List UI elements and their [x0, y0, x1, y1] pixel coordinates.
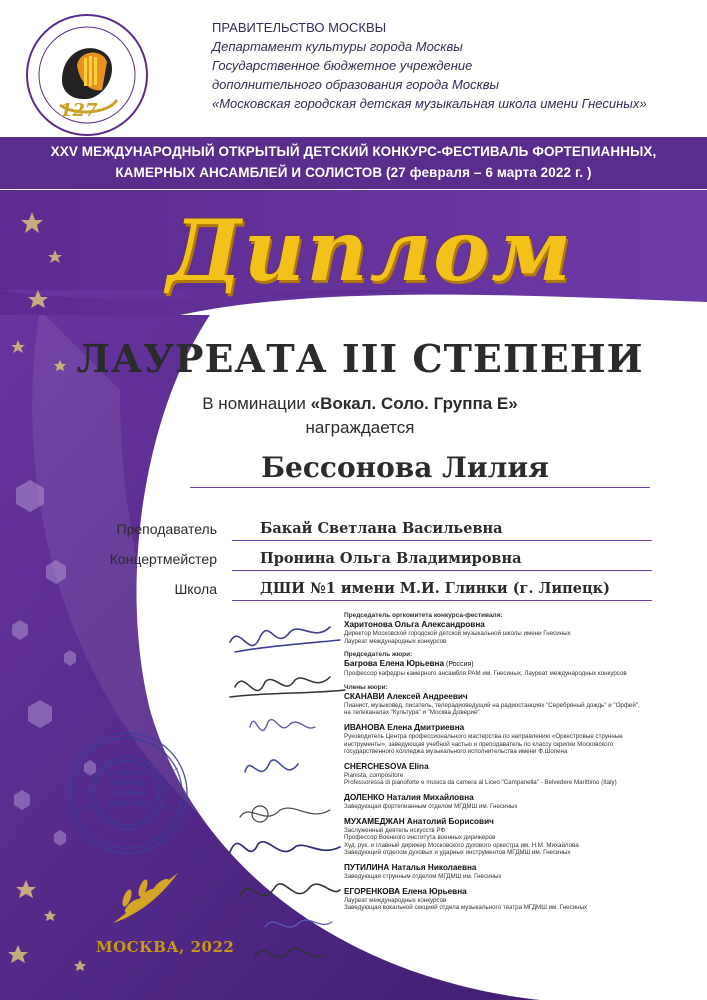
diploma-title: Диплом	[166, 201, 574, 300]
jury-name: ПУТИЛИНА Наталья Николаевна	[344, 862, 477, 872]
jury-desc: Заведующий отделом духовых и ударных инструментов МГДМШ им. Гнесиных	[344, 849, 571, 857]
jury-item	[344, 651, 694, 678]
organization-block	[212, 18, 682, 113]
nomination-line	[60, 394, 660, 414]
jury-item	[344, 612, 694, 645]
jury-role: Члены жюри:	[344, 683, 388, 691]
jury-item	[344, 863, 694, 881]
jury-name: ДОЛЕНКО Наталия Михайловна	[344, 792, 474, 802]
jury-desc: Заведующая фортепианным отделом МГДМШ им. Гнесиных	[344, 802, 518, 810]
jury-desc: государственного колледжа музыкального исполнительства имени Ф.Шопена	[344, 748, 568, 756]
jury-name: Харитонова Ольга Александровна	[344, 620, 485, 629]
school-value: ДШИ №1 имени М.И. Глинки (г. Липецк)	[260, 580, 610, 597]
signatures	[220, 612, 350, 972]
jury-role: Председатель жюри:	[344, 651, 413, 659]
banner-line-2: КАМЕРНЫХ АНСАМБЛЕЙ И СОЛИСТОВ (27 февраля – 6 марта 2022 г. )	[115, 165, 592, 180]
school-logo	[22, 10, 152, 140]
jury-desc: Professoressa di pianoforte e musica da camera al Liceo "Campanella" - Belvedere Marittimo (Italy)	[344, 779, 617, 787]
org-line-1: ПРАВИТЕЛЬСТВО МОСКВЫ	[212, 20, 387, 35]
jury-desc: Заведующая вокальной секцией отдела музыкального театра МГДМШ им. Гнесиных	[344, 904, 588, 912]
jury-item	[344, 817, 694, 857]
jury-name: ИВАНОВА Елена Дмитриевна	[344, 722, 465, 732]
accompanist-row	[0, 551, 707, 575]
school-row	[0, 581, 707, 605]
teacher-underline	[232, 540, 652, 541]
jury-list	[344, 612, 694, 918]
org-line-3: Государственное бюджетное учреждение	[212, 58, 473, 73]
jury-name: CHERCHESOVA Elina	[344, 761, 429, 771]
org-line-4: дополнительного образования города Москвы	[212, 77, 500, 92]
nomination-value: «Вокал. Соло. Группа Е»	[310, 394, 518, 413]
winner-name: Бессонова Лилия	[261, 451, 549, 484]
jury-name-suffix: (Россия)	[444, 661, 474, 669]
school-label: Школа	[174, 581, 217, 597]
org-line-2: Департамент культуры города Москвы	[212, 39, 463, 54]
jury-name: СКАНАВИ Алексей Андреевич	[344, 691, 468, 701]
jury-desc: Профессор кафедры камерного ансамбля РАМ им. Гнесиных, Лауреат международных конкурсов	[344, 670, 627, 678]
accompanist-value: Пронина Ольга Владимировна	[260, 550, 522, 567]
jury-desc: Худ. рук. и главный дирижер Московского духового оркестра им. Н.М. Михайлова	[344, 841, 579, 849]
jury-desc: на телеканалах "Культура" и "Москва Доверие"	[344, 709, 480, 717]
accompanist-label: Концертмейстер	[109, 551, 217, 567]
jury-desc: Лауреат международных конкурсов	[344, 896, 447, 904]
nomination-prefix: В номинации	[202, 394, 311, 413]
jury-name	[344, 659, 694, 670]
awarded-text: награждается	[305, 418, 415, 437]
jury-desc: Заслуженный деятель искусств РФ	[344, 826, 446, 834]
org-line-5: «Московская городская детская музыкальная школа имени Гнесиных»	[212, 96, 647, 111]
jury-name-text: Багрова Елена Юрьевна	[344, 659, 445, 669]
accompanist-underline	[232, 570, 652, 571]
jury-name: ЕГОРЕНКОВА Елена Юрьевна	[344, 886, 467, 896]
jury-item	[344, 887, 694, 912]
jury-desc: инструменты», заведующая учебной частью и преподаватель по классу скрипки Московского	[344, 740, 614, 748]
jury-name: МУХАМЕДЖАН Анатолий Борисович	[344, 816, 494, 826]
contest-banner-text	[20, 141, 687, 183]
jury-desc: Директор Московской городской детской музыкальной школы имени Гнесиных	[344, 630, 571, 637]
jury-item	[344, 684, 694, 717]
jury-desc: Pianista, compositore	[344, 771, 404, 779]
jury-desc: Профессор Военного института военных дирижеров	[344, 834, 496, 842]
jury-desc: Лауреат международных конкурсов	[344, 637, 447, 645]
winner-underline	[190, 487, 650, 488]
city-year: МОСКВА, 2022	[96, 938, 235, 956]
jury-desc: Пианист, музыковед, писатель, телерадиоведущий на радиостанциях "Серебряный дождь" и "Орфей",	[344, 701, 640, 709]
jury-desc: Руководитель Центра профессионального мастерства по направлению «Оркестровые струнные	[344, 732, 623, 740]
teacher-value: Бакай Светлана Васильевна	[260, 520, 503, 537]
seal-center-text: Основана в 1895 году сестрами Гнесиными	[106, 768, 150, 807]
school-underline	[232, 600, 652, 601]
jury-desc: Заведующая струнным отделом МГДМШ им. Гнесиных	[344, 872, 502, 880]
jury-role: Председатель оргкомитета конкурса-фестиваля:	[344, 612, 503, 619]
jury-item	[344, 793, 694, 811]
laureate-degree: ЛАУРЕАТА III СТЕПЕНИ	[76, 336, 644, 381]
laurel-leaf-icon	[103, 868, 183, 928]
teacher-label: Преподаватель	[116, 521, 217, 537]
logo-number: 127	[60, 100, 98, 121]
teacher-row	[0, 521, 707, 545]
jury-item	[344, 762, 694, 787]
jury-item	[344, 723, 694, 756]
banner-line-1: XXV МЕЖДУНАРОДНЫЙ ОТКРЫТЫЙ ДЕТСКИЙ КОНКУРС-ФЕСТИВАЛЬ ФОРТЕПИАННЫХ,	[50, 144, 657, 159]
